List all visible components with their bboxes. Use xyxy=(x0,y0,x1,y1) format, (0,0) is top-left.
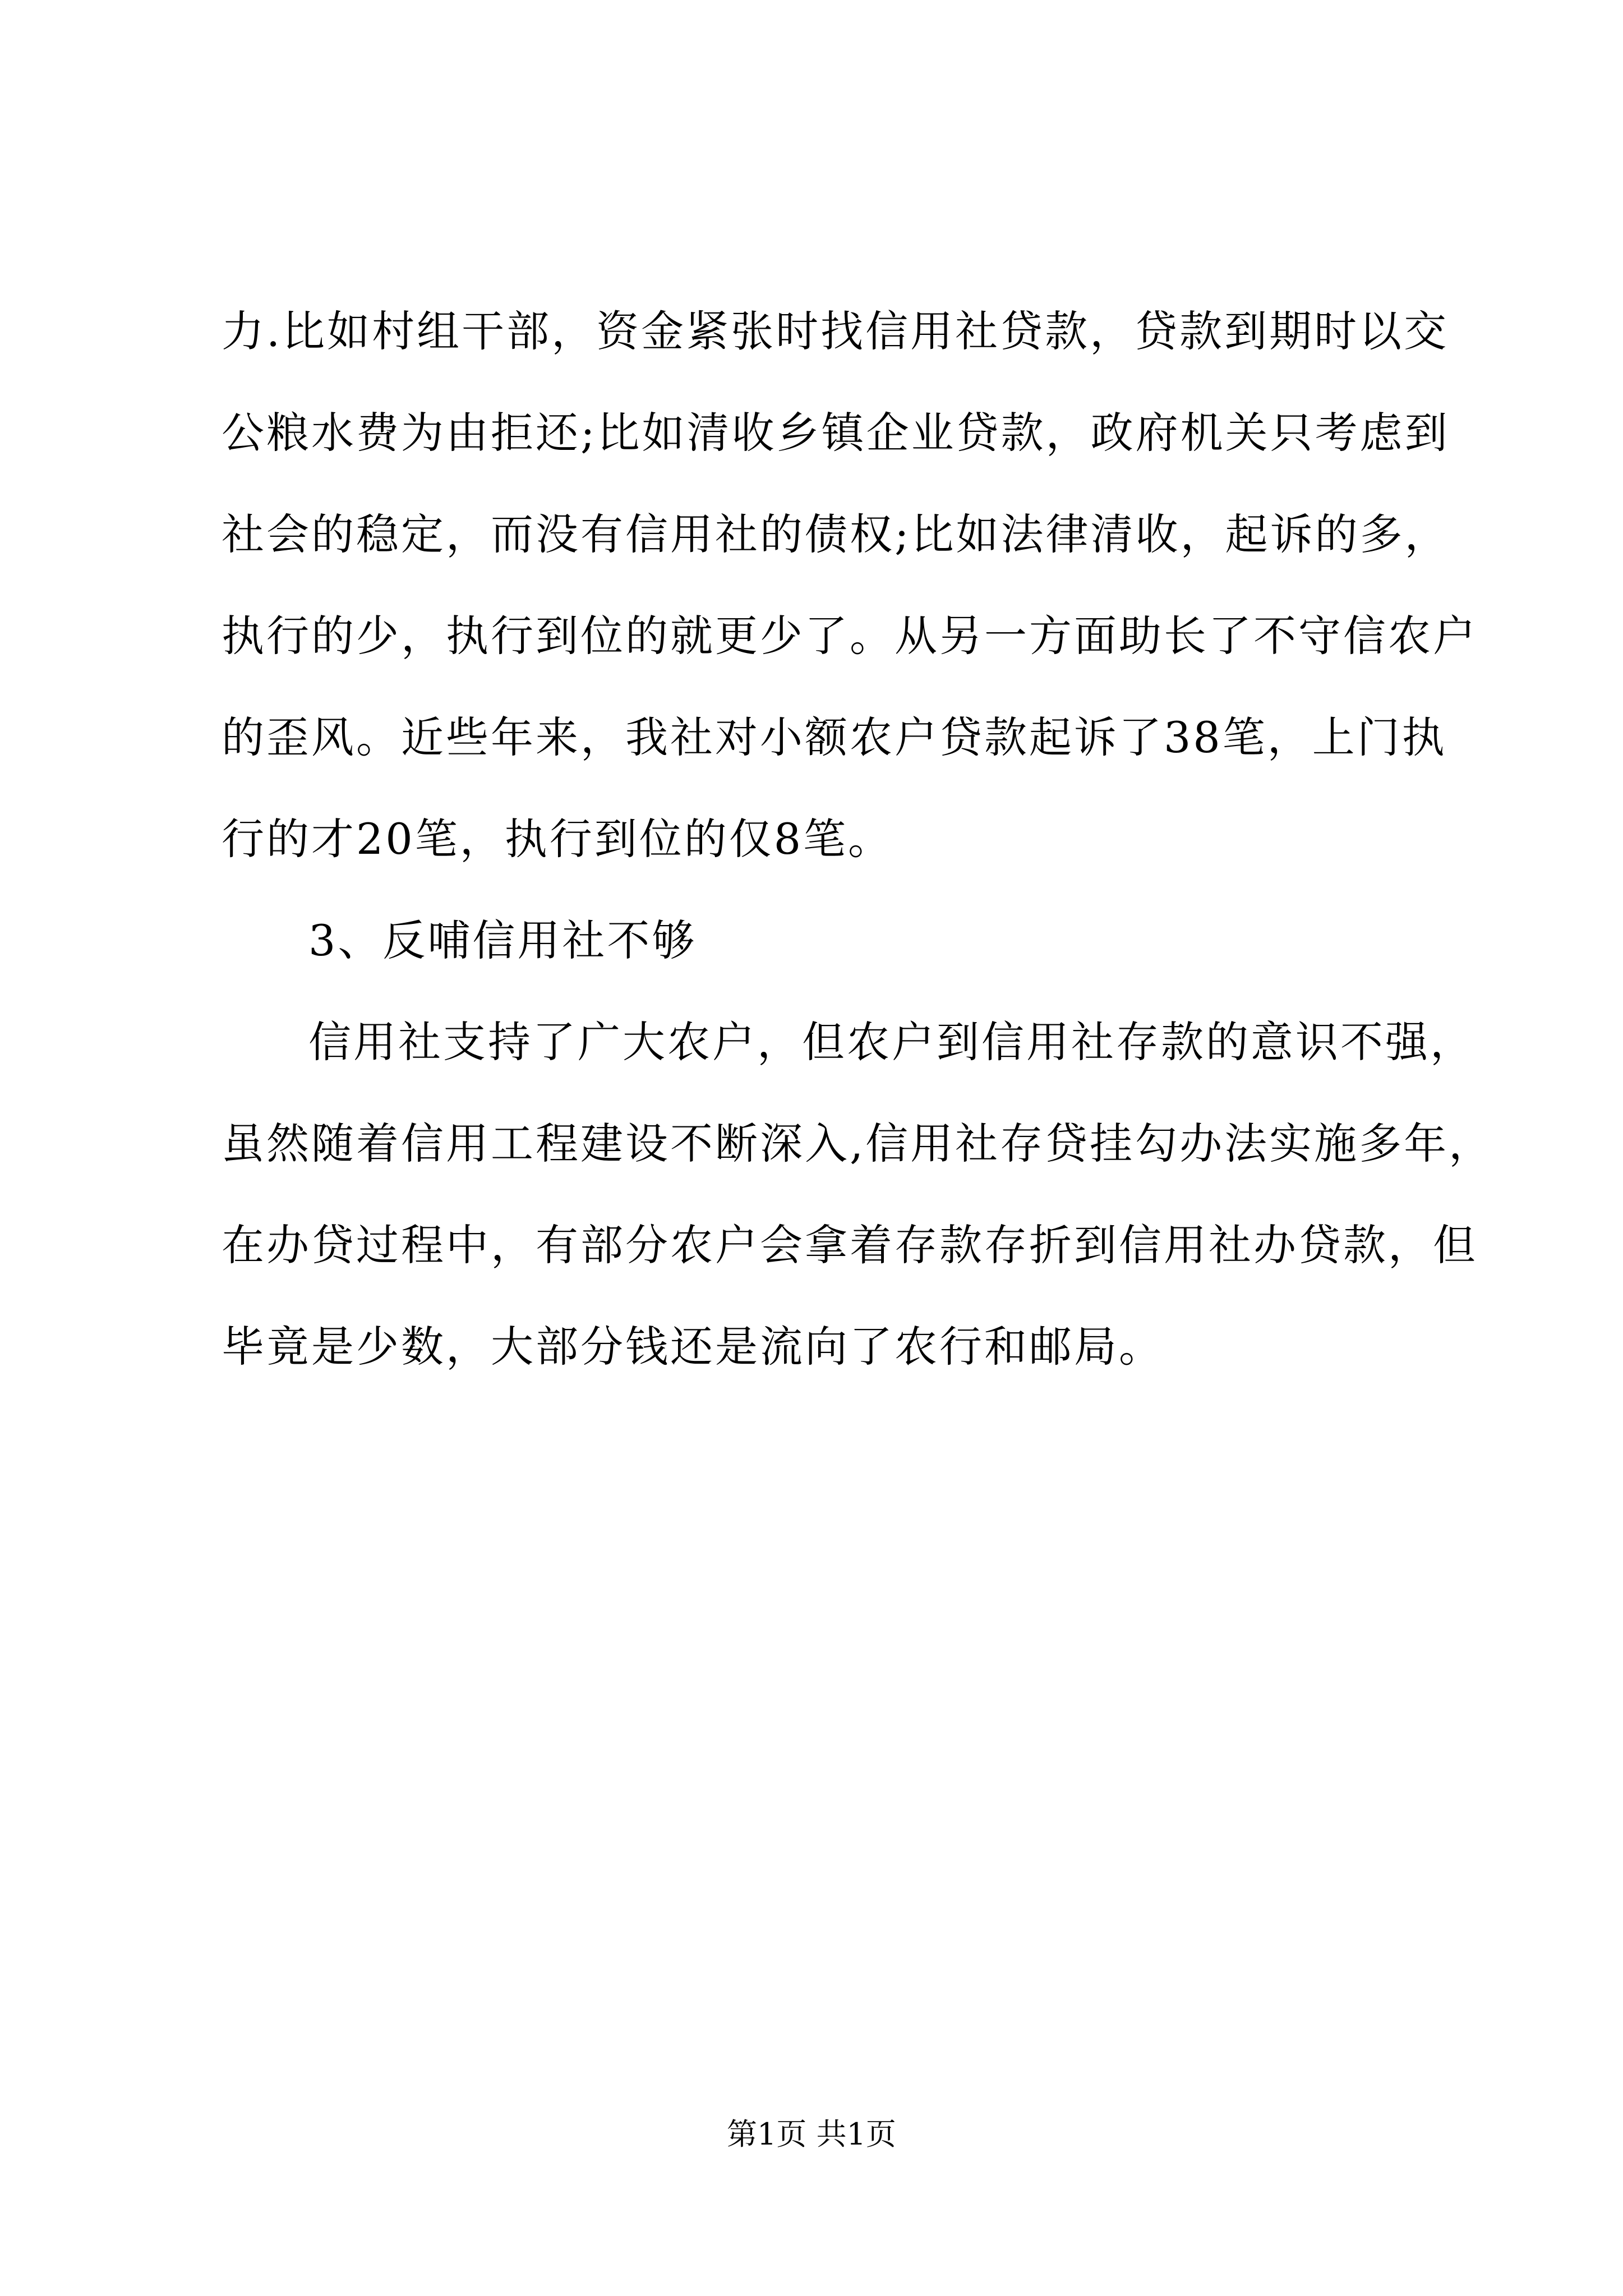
paragraph-line: 虽然随着信用工程建设不断深入,信用社存贷挂勾办法实施多年， xyxy=(222,1119,1494,1168)
document-body xyxy=(222,280,1494,1397)
paragraph-line: 的歪风。近些年来，我社对小额农户贷款起诉了38笔，上门执 xyxy=(222,712,1447,762)
paragraph-line: 力.比如村组干部，资金紧张时找信用社贷款，贷款到期时以交 xyxy=(222,306,1449,356)
paragraph-line: 公粮水费为由拒还;比如清收乡镇企业贷款，政府机关只考虑到 xyxy=(222,408,1450,458)
paragraph-line: 执行的少，执行到位的就更少了。从另一方面助长了不守信农户 xyxy=(222,611,1478,661)
paragraph-line: 行的才20笔，执行到位的仅8笔。 xyxy=(222,814,893,864)
paragraph-line: 信用社支持了广大农户，但农户到信用社存款的意识不强， xyxy=(308,1017,1475,1067)
paragraph-line: 毕竟是少数，大部分钱还是流向了农行和邮局。 xyxy=(222,1322,1164,1372)
section-heading: 3、反哺信用社不够 xyxy=(308,915,697,965)
paragraph-line: 社会的稳定，而没有信用社的债权;比如法律清收，起诉的多， xyxy=(222,509,1450,559)
page-footer: 第1页 共1页 xyxy=(727,2116,896,2152)
paragraph-line: 在办贷过程中，有部分农户会拿着存款存折到信用社办贷款，但 xyxy=(222,1220,1478,1270)
